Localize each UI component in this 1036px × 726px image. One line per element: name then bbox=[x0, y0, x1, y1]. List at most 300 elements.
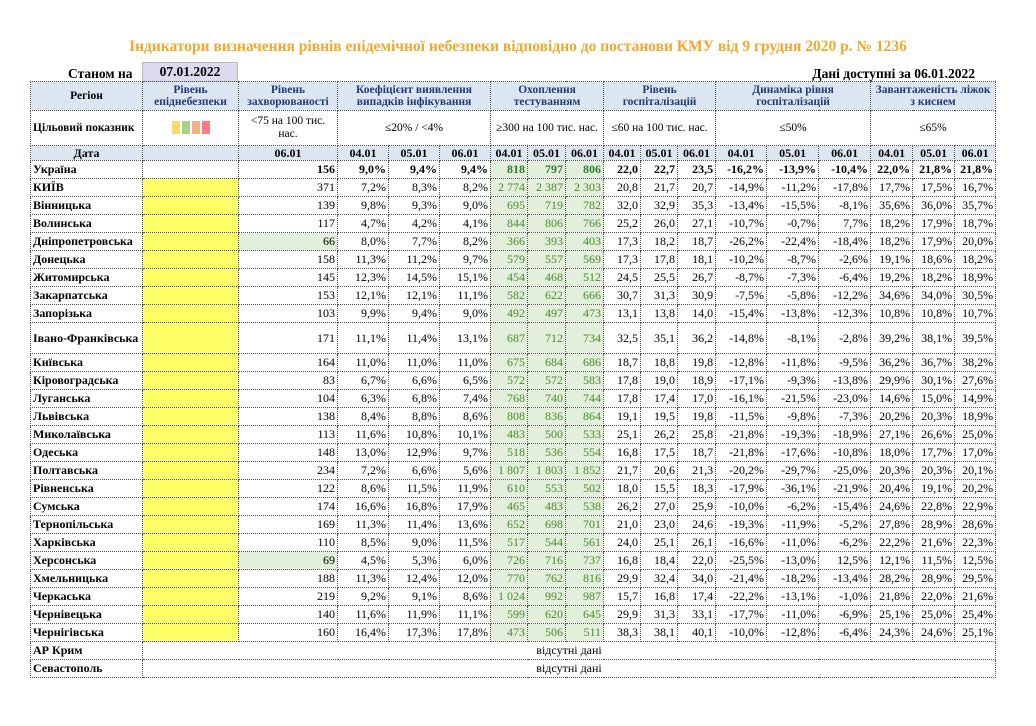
hosp-value: 22,0 bbox=[678, 552, 716, 570]
dyn-value: -6,4% bbox=[819, 624, 871, 642]
incidence-value: 158 bbox=[239, 251, 338, 269]
testing-value: 512 bbox=[566, 269, 604, 287]
detection-value: 9,8% bbox=[338, 197, 389, 215]
oxygen-value: 29,9% bbox=[871, 372, 913, 390]
hosp-value: 17,4 bbox=[641, 390, 678, 408]
hosp-value: 21,0 bbox=[604, 516, 641, 534]
dyn-value: -14,8% bbox=[716, 323, 767, 354]
detection-value: 9,7% bbox=[440, 251, 491, 269]
region-name: Миколаївська bbox=[31, 426, 143, 444]
dyn-value: -11,5% bbox=[716, 408, 767, 426]
detection-value: 6,6% bbox=[389, 372, 440, 390]
oxygen-value: 25,1% bbox=[955, 624, 996, 642]
detection-value: 11,0% bbox=[338, 354, 389, 372]
testing-value: 684 bbox=[528, 354, 566, 372]
dyn-value: -29,7% bbox=[767, 462, 819, 480]
oxygen-value: 17,7% bbox=[913, 444, 955, 462]
dyn-value: -16,1% bbox=[716, 390, 767, 408]
level-cell bbox=[143, 570, 239, 588]
oxygen-value: 20,4% bbox=[871, 480, 913, 498]
oxygen-value: 18,2% bbox=[955, 251, 996, 269]
dyn-value: -16,2% bbox=[716, 161, 767, 179]
dyn-value: -17,7% bbox=[716, 606, 767, 624]
table-row bbox=[31, 444, 996, 462]
dyn-value: 12,5% bbox=[819, 552, 871, 570]
oxygen-value: 17,5% bbox=[913, 179, 955, 197]
dyn-value: -25,0% bbox=[819, 462, 871, 480]
hosp-header: Рівень госпіталізацій bbox=[604, 82, 716, 111]
level-cell bbox=[143, 498, 239, 516]
table-row bbox=[31, 480, 996, 498]
detection-value: 9,1% bbox=[389, 588, 440, 606]
incidence-value: 174 bbox=[239, 498, 338, 516]
detection-value: 8,4% bbox=[338, 408, 389, 426]
dyn-value: -10,0% bbox=[716, 624, 767, 642]
detection-value: 14,5% bbox=[389, 269, 440, 287]
hosp-value: 22,7 bbox=[641, 161, 678, 179]
incidence-value: 139 bbox=[239, 197, 338, 215]
oxygen-value: 34,6% bbox=[871, 287, 913, 305]
oxygen-value: 16,7% bbox=[955, 179, 996, 197]
region-name: Сумська bbox=[31, 498, 143, 516]
oxygen-value: 22,0% bbox=[913, 588, 955, 606]
date-test-1: 04.01 bbox=[491, 146, 528, 161]
level-cell bbox=[143, 323, 239, 354]
testing-value: 806 bbox=[566, 161, 604, 179]
table-row bbox=[31, 305, 996, 323]
dyn-value: -8,1% bbox=[767, 323, 819, 354]
oxygen-value: 18,2% bbox=[871, 233, 913, 251]
testing-value: 579 bbox=[491, 251, 528, 269]
detection-value: 7,7% bbox=[389, 233, 440, 251]
detection-value: 6,7% bbox=[338, 372, 389, 390]
hosp-value: 22,0 bbox=[604, 161, 641, 179]
testing-value: 766 bbox=[566, 215, 604, 233]
date-dyn-3: 06.01 bbox=[819, 146, 871, 161]
oxygen-value: 39,2% bbox=[871, 323, 913, 354]
dyn-value: -10,0% bbox=[716, 498, 767, 516]
target-incidence: <75 на 100 тис. нас. bbox=[239, 111, 338, 146]
hosp-value: 15,7 bbox=[604, 588, 641, 606]
date-hosp-3: 06.01 bbox=[678, 146, 716, 161]
detection-value: 8,8% bbox=[389, 408, 440, 426]
oxygen-value: 28,9% bbox=[913, 516, 955, 534]
date-det-1: 04.01 bbox=[338, 146, 389, 161]
oxygen-value: 21,6% bbox=[955, 588, 996, 606]
testing-value: 572 bbox=[491, 372, 528, 390]
region-name: Житомирська bbox=[31, 269, 143, 287]
dyn-value: -22,2% bbox=[716, 588, 767, 606]
testing-value: 726 bbox=[491, 552, 528, 570]
dyn-value: -7,3% bbox=[819, 408, 871, 426]
testing-value: 502 bbox=[566, 480, 604, 498]
incidence-value: 153 bbox=[239, 287, 338, 305]
hosp-value: 19,1 bbox=[604, 408, 641, 426]
testing-value: 686 bbox=[566, 354, 604, 372]
testing-value: 538 bbox=[566, 498, 604, 516]
oxygen-value: 24,6% bbox=[871, 498, 913, 516]
hosp-value: 24,5 bbox=[604, 269, 641, 287]
detection-value: 16,8% bbox=[389, 498, 440, 516]
target-detection: ≤20% / <4% bbox=[338, 111, 491, 146]
incidence-value: 234 bbox=[239, 462, 338, 480]
region-name: КИЇВ bbox=[31, 179, 143, 197]
table-row bbox=[31, 161, 996, 179]
testing-value: 620 bbox=[528, 606, 566, 624]
table-row bbox=[31, 354, 996, 372]
detection-value: 7,4% bbox=[440, 390, 491, 408]
testing-value: 2 303 bbox=[566, 179, 604, 197]
oxygen-value: 28,2% bbox=[871, 570, 913, 588]
level-cell bbox=[143, 197, 239, 215]
dyn-value: -8,7% bbox=[767, 251, 819, 269]
region-name: Рівненська bbox=[31, 480, 143, 498]
oxygen-value: 10,8% bbox=[913, 305, 955, 323]
dyn-value: -21,8% bbox=[716, 444, 767, 462]
hosp-value: 18,7 bbox=[678, 444, 716, 462]
incidence-value: 117 bbox=[239, 215, 338, 233]
dyn-value: -21,4% bbox=[716, 570, 767, 588]
oxygen-value: 28,6% bbox=[955, 516, 996, 534]
hosp-value: 26,7 bbox=[678, 269, 716, 287]
detection-value: 11,6% bbox=[338, 426, 389, 444]
region-name: Кіровоградська bbox=[31, 372, 143, 390]
detection-value: 6,5% bbox=[440, 372, 491, 390]
incidence-value: 148 bbox=[239, 444, 338, 462]
region-name: Тернопільська bbox=[31, 516, 143, 534]
oxygen-value: 27,8% bbox=[871, 516, 913, 534]
dyn-value: -12,3% bbox=[819, 305, 871, 323]
hosp-value: 30,9 bbox=[678, 287, 716, 305]
hosp-value: 35,3 bbox=[678, 197, 716, 215]
dyn-value: -0,7% bbox=[767, 215, 819, 233]
dyn-value: -19,3% bbox=[716, 516, 767, 534]
oxygen-value: 24,6% bbox=[913, 624, 955, 642]
detection-value: 9,0% bbox=[389, 534, 440, 552]
detection-value: 11,3% bbox=[338, 251, 389, 269]
incidence-value: 122 bbox=[239, 480, 338, 498]
hosp-value: 17,8 bbox=[604, 390, 641, 408]
hosp-value: 34,0 bbox=[678, 570, 716, 588]
target-row bbox=[31, 111, 996, 146]
oxygen-value: 21,6% bbox=[913, 534, 955, 552]
incidence-value: 160 bbox=[239, 624, 338, 642]
oxygen-value: 20,2% bbox=[955, 480, 996, 498]
hosp-value: 19,8 bbox=[678, 408, 716, 426]
oxygen-value: 28,9% bbox=[913, 570, 955, 588]
dyn-value: -6,4% bbox=[819, 269, 871, 287]
dyn-value: -11,0% bbox=[767, 606, 819, 624]
hosp-value: 17,3 bbox=[604, 251, 641, 269]
oxygen-value: 18,0% bbox=[871, 444, 913, 462]
dyn-value: -13,4% bbox=[819, 570, 871, 588]
oxygen-value: 30,1% bbox=[913, 372, 955, 390]
hosp-value: 14,0 bbox=[678, 305, 716, 323]
detection-value: 8,5% bbox=[338, 534, 389, 552]
testing-value: 740 bbox=[528, 390, 566, 408]
detection-value: 8,2% bbox=[440, 233, 491, 251]
testing-value: 454 bbox=[491, 269, 528, 287]
detection-value: 11,1% bbox=[440, 287, 491, 305]
testing-value: 517 bbox=[491, 534, 528, 552]
testing-value: 366 bbox=[491, 233, 528, 251]
testing-value: 544 bbox=[528, 534, 566, 552]
hosp-value: 16,8 bbox=[604, 552, 641, 570]
level-cell bbox=[143, 462, 239, 480]
table-row bbox=[31, 197, 996, 215]
testing-value: 695 bbox=[491, 197, 528, 215]
detection-value: 9,2% bbox=[338, 588, 389, 606]
detection-value: 12,1% bbox=[338, 287, 389, 305]
hosp-value: 25,5 bbox=[641, 269, 678, 287]
dyn-value: -13,1% bbox=[767, 588, 819, 606]
dyn-value: -7,3% bbox=[767, 269, 819, 287]
level-cell bbox=[143, 251, 239, 269]
hosp-value: 16,8 bbox=[604, 444, 641, 462]
oxygen-value: 21,8% bbox=[871, 588, 913, 606]
oxygen-value: 10,8% bbox=[871, 305, 913, 323]
detection-value: 11,6% bbox=[338, 606, 389, 624]
testing-value: 806 bbox=[528, 215, 566, 233]
testing-value: 622 bbox=[528, 287, 566, 305]
incidence-header: Рівень захворюваності bbox=[239, 82, 338, 111]
date-hosp-2: 05.01 bbox=[641, 146, 678, 161]
region-name: Україна bbox=[31, 161, 143, 179]
detection-value: 9,0% bbox=[338, 161, 389, 179]
dyn-value: -10,8% bbox=[819, 444, 871, 462]
page-title: Індикатори визначення рівнів епідемічної небезпеки відповідно до постанови КМУ від 9 грудня 2020 р. № 1236 bbox=[129, 38, 907, 55]
testing-header: Охоплення тестуванням bbox=[491, 82, 604, 111]
incidence-value: 171 bbox=[239, 323, 338, 354]
data-available-note: Дані доступні за 06.01.2022 bbox=[812, 66, 975, 81]
table-row bbox=[31, 408, 996, 426]
hosp-value: 25,1 bbox=[604, 426, 641, 444]
testing-value: 483 bbox=[528, 498, 566, 516]
table-row bbox=[31, 287, 996, 305]
hosp-value: 29,9 bbox=[604, 570, 641, 588]
dyn-value: -7,5% bbox=[716, 287, 767, 305]
detection-value: 6,8% bbox=[389, 390, 440, 408]
hosp-value: 18,9 bbox=[678, 372, 716, 390]
hosp-value: 21,7 bbox=[604, 462, 641, 480]
incidence-value: 113 bbox=[239, 426, 338, 444]
oxygen-value: 21,8% bbox=[955, 161, 996, 179]
testing-value: 473 bbox=[566, 305, 604, 323]
oxygen-value: 25,4% bbox=[955, 606, 996, 624]
testing-value: 500 bbox=[528, 426, 566, 444]
testing-value: 675 bbox=[491, 354, 528, 372]
oxygen-value: 12,5% bbox=[955, 552, 996, 570]
target-oxygen: ≤65% bbox=[871, 111, 996, 146]
testing-value: 1 024 bbox=[491, 588, 528, 606]
oxygen-value: 20,0% bbox=[955, 233, 996, 251]
detection-value: 7,2% bbox=[338, 179, 389, 197]
region-name: Полтавська bbox=[31, 462, 143, 480]
oxygen-value: 36,0% bbox=[913, 197, 955, 215]
table-row-no-data bbox=[31, 660, 996, 678]
detection-header: Коефіцієнт виявлення випадків інфікування bbox=[338, 82, 491, 111]
testing-value: 553 bbox=[528, 480, 566, 498]
oxygen-value: 38,2% bbox=[955, 354, 996, 372]
level-cell bbox=[143, 215, 239, 233]
oxygen-value: 19,1% bbox=[913, 480, 955, 498]
region-name: Київська bbox=[31, 354, 143, 372]
hosp-value: 19,0 bbox=[641, 372, 678, 390]
hosp-value: 31,3 bbox=[641, 287, 678, 305]
region-name: Донецька bbox=[31, 251, 143, 269]
dyn-value: -8,7% bbox=[716, 269, 767, 287]
incidence-value: 66 bbox=[239, 233, 338, 251]
header-row bbox=[31, 82, 996, 111]
oxygen-value: 22,2% bbox=[871, 534, 913, 552]
hosp-value: 32,5 bbox=[604, 323, 641, 354]
dyn-value: -12,8% bbox=[716, 354, 767, 372]
detection-value: 11,9% bbox=[389, 606, 440, 624]
testing-value: 666 bbox=[566, 287, 604, 305]
detection-value: 4,1% bbox=[440, 215, 491, 233]
oxygen-value: 30,5% bbox=[955, 287, 996, 305]
level-header: Рівень епіднебезпеки bbox=[143, 82, 239, 111]
date-level bbox=[143, 146, 239, 161]
oxygen-value: 17,0% bbox=[955, 444, 996, 462]
detection-value: 15,1% bbox=[440, 269, 491, 287]
table-row bbox=[31, 498, 996, 516]
detection-value: 11,3% bbox=[338, 516, 389, 534]
level-cell bbox=[143, 534, 239, 552]
hosp-value: 23,0 bbox=[641, 516, 678, 534]
detection-value: 16,6% bbox=[338, 498, 389, 516]
detection-value: 12,0% bbox=[440, 570, 491, 588]
table-row bbox=[31, 323, 996, 354]
incidence-value: 103 bbox=[239, 305, 338, 323]
testing-value: 506 bbox=[528, 624, 566, 642]
detection-value: 4,2% bbox=[389, 215, 440, 233]
dyn-value: -26,2% bbox=[716, 233, 767, 251]
region-name: Черкаська bbox=[31, 588, 143, 606]
table-row bbox=[31, 372, 996, 390]
dyn-value: -2,8% bbox=[819, 323, 871, 354]
detection-value: 11,1% bbox=[440, 606, 491, 624]
dyn-value: -9,3% bbox=[767, 372, 819, 390]
level-cell bbox=[143, 372, 239, 390]
detection-value: 9,0% bbox=[440, 305, 491, 323]
dyn-value: -15,5% bbox=[767, 197, 819, 215]
testing-value: 818 bbox=[491, 161, 528, 179]
detection-value: 9,7% bbox=[440, 444, 491, 462]
testing-value: 737 bbox=[566, 552, 604, 570]
incidence-value: 371 bbox=[239, 179, 338, 197]
hosp-value: 17,3 bbox=[604, 233, 641, 251]
oxygen-value: 20,1% bbox=[955, 462, 996, 480]
oxygen-value: 19,1% bbox=[871, 251, 913, 269]
level-cell bbox=[143, 390, 239, 408]
incidence-value: 140 bbox=[239, 606, 338, 624]
detection-value: 6,0% bbox=[440, 552, 491, 570]
as-of-label: Станом на bbox=[68, 66, 133, 81]
oxygen-value: 21,8% bbox=[913, 161, 955, 179]
table-row bbox=[31, 570, 996, 588]
dyn-value: -11,2% bbox=[767, 179, 819, 197]
oxygen-header: Завантаженість ліжок з киснем bbox=[871, 82, 996, 111]
detection-value: 13,1% bbox=[440, 323, 491, 354]
oxygen-value: 17,7% bbox=[871, 179, 913, 197]
date-dyn-2: 05.01 bbox=[767, 146, 819, 161]
detection-value: 9,0% bbox=[440, 197, 491, 215]
oxygen-value: 18,7% bbox=[955, 215, 996, 233]
level-cell bbox=[143, 480, 239, 498]
region-name: Луганська bbox=[31, 390, 143, 408]
level-cell bbox=[143, 179, 239, 197]
testing-value: 492 bbox=[491, 305, 528, 323]
testing-value: 497 bbox=[528, 305, 566, 323]
hosp-value: 25,8 bbox=[678, 426, 716, 444]
hosp-value: 18,7 bbox=[678, 233, 716, 251]
detection-value: 17,3% bbox=[389, 624, 440, 642]
testing-value: 393 bbox=[528, 233, 566, 251]
region-name: Севастополь bbox=[31, 660, 143, 678]
detection-value: 11,0% bbox=[389, 354, 440, 372]
oxygen-value: 39,5% bbox=[955, 323, 996, 354]
testing-value: 518 bbox=[491, 444, 528, 462]
region-name: Івано-Франківська bbox=[31, 323, 143, 354]
oxygen-value: 20,3% bbox=[913, 408, 955, 426]
oxygen-value: 12,1% bbox=[871, 552, 913, 570]
incidence-value: 164 bbox=[239, 354, 338, 372]
hosp-value: 33,1 bbox=[678, 606, 716, 624]
detection-value: 11,0% bbox=[440, 354, 491, 372]
oxygen-value: 24,3% bbox=[871, 624, 913, 642]
hosp-value: 17,8 bbox=[604, 372, 641, 390]
level-cell bbox=[143, 161, 239, 179]
table-row bbox=[31, 516, 996, 534]
table-row bbox=[31, 534, 996, 552]
testing-value: 744 bbox=[566, 390, 604, 408]
level-cell bbox=[143, 552, 239, 570]
testing-value: 1 807 bbox=[491, 462, 528, 480]
dyn-value: 7,7% bbox=[819, 215, 871, 233]
table-row bbox=[31, 588, 996, 606]
testing-value: 687 bbox=[491, 323, 528, 354]
detection-value: 12,3% bbox=[338, 269, 389, 287]
table-row bbox=[31, 269, 996, 287]
oxygen-value: 27,6% bbox=[955, 372, 996, 390]
target-testing: ≥300 на 100 тис. нас. bbox=[491, 111, 604, 146]
oxygen-value: 38,1% bbox=[913, 323, 955, 354]
oxygen-value: 18,2% bbox=[871, 215, 913, 233]
hosp-value: 18,1 bbox=[678, 251, 716, 269]
testing-value: 770 bbox=[491, 570, 528, 588]
testing-value: 610 bbox=[491, 480, 528, 498]
incidence-value: 138 bbox=[239, 408, 338, 426]
dyn-value: -18,4% bbox=[819, 233, 871, 251]
dyn-value: -15,4% bbox=[819, 498, 871, 516]
level-swatch-red bbox=[202, 121, 210, 134]
hosp-value: 13,1 bbox=[604, 305, 641, 323]
detection-value: 8,6% bbox=[338, 480, 389, 498]
incidence-value: 188 bbox=[239, 570, 338, 588]
hosp-value: 27,1 bbox=[678, 215, 716, 233]
region-name: АР Крим bbox=[31, 642, 143, 660]
oxygen-value: 22,0% bbox=[871, 161, 913, 179]
oxygen-value: 35,6% bbox=[871, 197, 913, 215]
hosp-value: 38,3 bbox=[604, 624, 641, 642]
detection-value: 6,3% bbox=[338, 390, 389, 408]
table-row bbox=[31, 215, 996, 233]
dyn-value: -13,4% bbox=[716, 197, 767, 215]
testing-value: 1 803 bbox=[528, 462, 566, 480]
as-of-date: 07.01.2022 bbox=[142, 62, 238, 82]
level-swatch-orange bbox=[192, 121, 200, 134]
